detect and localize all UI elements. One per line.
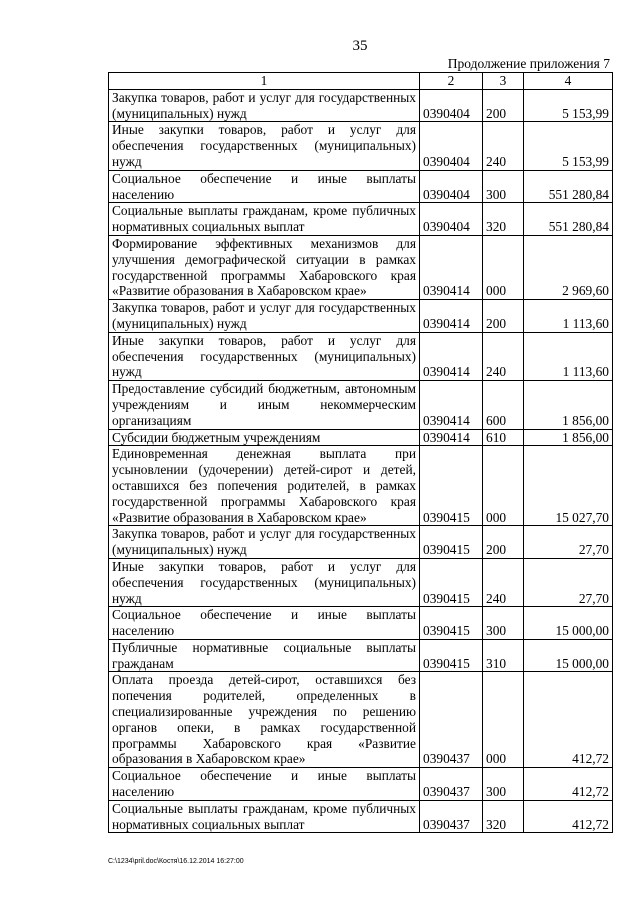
row-description: Социальное обеспечение и иные выплаты населению [109, 607, 420, 640]
table-row [109, 381, 613, 429]
column-header-description: 1 [109, 73, 420, 90]
row-amount: 412,72 [524, 672, 613, 768]
row-type: 000 [483, 672, 524, 768]
table-row [109, 558, 613, 606]
row-type: 310 [483, 639, 524, 672]
row-code: 0390414 [420, 381, 483, 429]
table-row [109, 526, 613, 559]
row-code: 0390414 [420, 300, 483, 333]
table-row [109, 203, 613, 236]
page-number: 35 [352, 38, 368, 54]
row-description: Публичные нормативные социальные выплаты гражданам [109, 639, 420, 672]
row-description: Закупка товаров, работ и услуг для государственных (муниципальных) нужд [109, 526, 420, 559]
file-path-footer: C:\1234\pril.doc\Костя\16.12.2014 16:27:00 [108, 858, 244, 865]
row-description: Единовременная денежная выплата при усыновлении (удочерении) детей-сирот и детей, оставшихся без попечения родителей, в рамках государственной программы Хабаровского края «Развитие образования в Хабаровском крае» [109, 446, 420, 526]
row-amount: 2 969,60 [524, 235, 613, 299]
table-row [109, 607, 613, 640]
table-row [109, 672, 613, 768]
row-amount: 15 000,00 [524, 639, 613, 672]
row-type: 600 [483, 381, 524, 429]
table-row [109, 639, 613, 672]
row-code: 0390414 [420, 235, 483, 299]
table-row [109, 89, 613, 122]
row-type: 300 [483, 768, 524, 801]
table-row [109, 122, 613, 170]
row-description: Социальное обеспечение и иные выплаты населению [109, 768, 420, 801]
row-code: 0390415 [420, 558, 483, 606]
row-amount: 5 153,99 [524, 89, 613, 122]
continuation-label: Продолжение приложения 7 [447, 56, 610, 71]
row-code: 0390437 [420, 672, 483, 768]
table-row [109, 429, 613, 446]
row-amount: 1 113,60 [524, 332, 613, 380]
row-type: 240 [483, 122, 524, 170]
row-code: 0390414 [420, 429, 483, 446]
row-code: 0390415 [420, 607, 483, 640]
row-amount: 27,70 [524, 558, 613, 606]
budget-table [108, 72, 613, 833]
row-description: Социальные выплаты гражданам, кроме публичных нормативных социальных выплат [109, 800, 420, 833]
row-type: 610 [483, 429, 524, 446]
row-description: Закупка товаров, работ и услуг для государственных (муниципальных) нужд [109, 300, 420, 333]
row-type: 000 [483, 235, 524, 299]
row-type: 320 [483, 800, 524, 833]
row-type: 300 [483, 607, 524, 640]
row-code: 0390404 [420, 203, 483, 236]
row-description: Субсидии бюджетным учреждениям [109, 429, 420, 446]
row-amount: 15 027,70 [524, 446, 613, 526]
row-type: 200 [483, 300, 524, 333]
row-type: 240 [483, 558, 524, 606]
row-amount: 412,72 [524, 800, 613, 833]
table-row [109, 800, 613, 833]
table-body [109, 89, 613, 833]
row-description: Иные закупки товаров, работ и услуг для обеспечения государственных (муниципальных) нужд [109, 332, 420, 380]
table-row [109, 768, 613, 801]
table-header-row [109, 73, 613, 90]
row-type: 000 [483, 446, 524, 526]
row-code: 0390437 [420, 768, 483, 801]
row-type: 240 [483, 332, 524, 380]
row-description: Социальные выплаты гражданам, кроме публичных нормативных социальных выплат [109, 203, 420, 236]
row-description: Иные закупки товаров, работ и услуг для обеспечения государственных (муниципальных) нужд [109, 558, 420, 606]
row-type: 300 [483, 170, 524, 203]
row-amount: 551 280,84 [524, 170, 613, 203]
row-description: Формирование эффективных механизмов для улучшения демографической ситуации в рамках государственной программы Хабаровского края «Развитие образования в Хабаровском крае» [109, 235, 420, 299]
row-description: Иные закупки товаров, работ и услуг для обеспечения государственных (муниципальных) нужд [109, 122, 420, 170]
row-type: 320 [483, 203, 524, 236]
row-code: 0390414 [420, 332, 483, 380]
row-amount: 27,70 [524, 526, 613, 559]
column-header-type: 3 [483, 73, 524, 90]
row-amount: 15 000,00 [524, 607, 613, 640]
row-description: Закупка товаров, работ и услуг для государственных (муниципальных) нужд [109, 89, 420, 122]
column-header-code: 2 [420, 73, 483, 90]
row-description: Оплата проезда детей-сирот, оставшихся без попечения родителей, определенных в специализированные учреждения по решению органов опеки, в рамках государственной программы Хабаровского края «Развитие образования в Хабаровском крае» [109, 672, 420, 768]
row-code: 0390415 [420, 639, 483, 672]
row-amount: 551 280,84 [524, 203, 613, 236]
row-type: 200 [483, 89, 524, 122]
table-row [109, 446, 613, 526]
row-code: 0390404 [420, 170, 483, 203]
row-description: Предоставление субсидий бюджетным, автономным учреждениям и иным некоммерческим организациям [109, 381, 420, 429]
table-row [109, 300, 613, 333]
row-amount: 412,72 [524, 768, 613, 801]
row-code: 0390404 [420, 89, 483, 122]
table-row [109, 170, 613, 203]
row-code: 0390437 [420, 800, 483, 833]
row-amount: 1 856,00 [524, 381, 613, 429]
column-header-amount: 4 [524, 73, 613, 90]
row-amount: 5 153,99 [524, 122, 613, 170]
row-description: Социальное обеспечение и иные выплаты населению [109, 170, 420, 203]
table-row [109, 235, 613, 299]
row-code: 0390415 [420, 446, 483, 526]
row-code: 0390404 [420, 122, 483, 170]
row-amount: 1 113,60 [524, 300, 613, 333]
row-type: 200 [483, 526, 524, 559]
row-amount: 1 856,00 [524, 429, 613, 446]
row-code: 0390415 [420, 526, 483, 559]
table-row [109, 332, 613, 380]
